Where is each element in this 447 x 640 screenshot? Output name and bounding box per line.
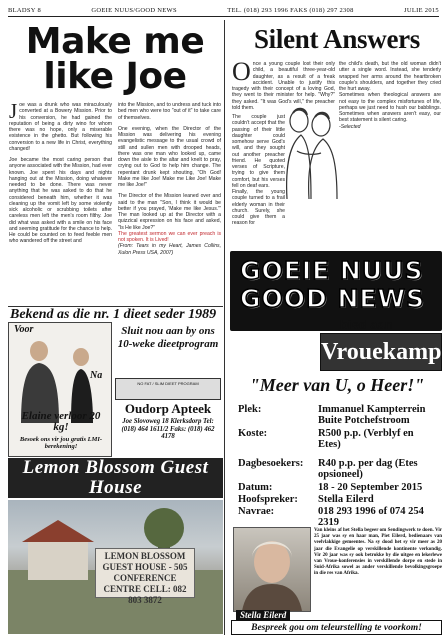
article-title-silent-answers: Silent Answers (253, 24, 421, 54)
article-column-2 (118, 102, 221, 256)
article-paragraph: The Director of the Mission leaned over and said to the man "Son, I think it would be better if you prayed, 'Make me like Jesus.'" The man looked up at the Director with a quizzical expression on his face and asked, "Is He like Joe?" (118, 193, 221, 231)
speaker-bio: Van kleins af het Stella begeer om Sendingwerk te doen. Vir 25 jaar was sy en haar man, Piet Eilerd, bedienaars van veelvlakkige gemeentes. Na sy dood het sy vir meer as 20 jaar die Evangelie op verskillende kontinente verkondig. Vir 20 jaar was sy ook betrokke by die uitgee en lekerlewe van Vroue-konferensies in verskillende dorpe en stede in Suid-Afrika sowel as ander verskillende bevolkingsgroepe in die res van Afrika. (314, 528, 442, 577)
drop-cap: J (9, 99, 18, 123)
info-value: Stella Eilerd (318, 494, 374, 505)
article-paragraph: nce a young couple lost their only child, a beautiful three-year-old daughter, as a result of a freak accident. Unable to justify this tragedy with their concept of a loving God, they went to their minister for help. "Why?" they asked. "It was God's will," the preacher told them. (232, 61, 335, 111)
event-info-row (238, 482, 438, 493)
logo-line-2: GOOD NEWS (240, 284, 426, 313)
info-value: 18 - 20 September 2015 (318, 482, 423, 493)
testimonial: Elaine verloor 20 kg! (21, 410, 101, 433)
guest-house-title: Lemon Blossom Guest House (22, 457, 209, 498)
event-theme: "Meer van U, o Heer!" (249, 375, 425, 395)
event-title-vrouekamp: Vrouekamp (320, 333, 442, 371)
info-key: Navrae: (238, 506, 275, 517)
info-value: 018 293 1996 of 074 254 2319 (318, 506, 424, 528)
article-source: (From: Tears in my Heart, James Collins, Xulon Press USA, 2007) (118, 243, 221, 256)
page-header (8, 5, 439, 17)
event-info-row (238, 428, 438, 450)
booking-banner: Bespreek gou om teleurstelling te voorkom! (231, 620, 442, 635)
event-info-row (238, 404, 438, 426)
pharmacy-name: Oudorp Apteek (124, 401, 212, 416)
diet-cta: Besoek ons vir jou gratis LMI-berekening! (19, 436, 103, 451)
article-paragraph: oe was a drunk who was miraculously converted at a Bowery Mission. Prior to his conversion, he had gained the reputation of being a dirty wino for whom there was no hope, only a miserable existence in the ghetto. But following his conversion to a new life in Christ, everything changed! (9, 102, 112, 152)
info-key: Koste: (238, 428, 268, 439)
info-key: Datum: (238, 482, 273, 493)
article-title-make-me-like-joe: Make me like Joe (25, 21, 205, 97)
article-paragraph: The couple just couldn't accept that the passing of their little daughter could somehow serve God's will, and they sought out another preacher friend. He quoted verses of Scripture, trying to give them comfort, but his verses fell on deaf ears. (232, 114, 285, 189)
pharmacy-contact: Joe Slovoweg 18 Klerksdorp Tel: (018) 464 1611/2 Faks: (018) 462 4178 (121, 418, 215, 441)
speaker-photo (233, 527, 311, 612)
diet-program-banner: NO FAT / SLIM DIEET PROGRAM (115, 378, 221, 400)
column-divider (224, 20, 225, 250)
event-info-row (238, 506, 438, 528)
article-paragraph: Sometimes when theological answers are not easy to the complex misfortunes of life, perhaps we just need to hush our babblings. Sometimes when answers aren't easy, our best statement is silent caring. (339, 92, 441, 124)
article-paragraph: into the Mission, and to undress and tuck into bed men who were too "out of it" to take care of themselves. (118, 102, 221, 121)
logo-line-1: GOEIE NUUS (240, 256, 424, 285)
praying-couple-illustration (275, 103, 347, 201)
portrait-icon (234, 528, 310, 611)
event-info-row (238, 494, 438, 505)
issue-date: JULIE 2015 (404, 7, 439, 14)
pull-quote: The greatest sermon we can ever preach is not spoken. It is Lived! (118, 230, 221, 243)
diet-advert-title: Bekend as die nr. 1 dieet seder 1989 (8, 306, 223, 322)
page-number: BLADSY 8 (8, 7, 42, 14)
article-column-1 (9, 99, 112, 245)
column-divider-lower (224, 250, 225, 635)
bied-aan-label: bied aan (340, 317, 393, 332)
info-value: Immanuel Kampterrein Buite Potchefstroom (318, 404, 426, 426)
publication-name: GOEIE NUUS/GOOD NEWS (91, 7, 177, 14)
drop-cap: O (232, 57, 251, 86)
info-key: Dagbesoekers: (238, 458, 304, 469)
goeie-nuus-logo (230, 251, 442, 331)
info-key: Plek: (238, 404, 262, 415)
speaker-name: Stella Eilerd (236, 610, 290, 620)
article2-column-2 (339, 61, 441, 130)
contact-line: TEL. (018) 293 1996 FAKS (018) 297 2308 (227, 7, 354, 14)
info-key: Hoofspreker: (238, 494, 298, 505)
event-info-row (238, 458, 438, 480)
article-credit: -Selected (339, 123, 361, 130)
article-paragraph: Finally, the young couple turned to a frail elderly woman in their church. Surely, she could give them a reason for (232, 189, 285, 227)
guest-house-header (8, 458, 223, 498)
guest-house-sign: LEMON BLOSSOM GUEST HOUSE - 505 CONFERENCE CENTRE CELL: 082 803 3872 (95, 548, 195, 598)
info-value: R40 p.p. per dag (Etes opsioneel) (318, 458, 418, 480)
info-value: R500 p.p. (Verblyf en Etes) (318, 428, 414, 450)
article-paragraph: Joe became the most caring person that anyone associated with the Mission, had ever known. Joe spent his days and nights hanging out at the Mission, doing whatever needed to be done. There was never anything that he was asked to do that he considered beneath him, whether it was cleaning up the vomit left by some violently sick alcoholic or scrubbing toilets after careless men left the men's room filthy. Joe did what was asked with a smile on his face and seeming gratitude for the chance to help. He could be counted on to feed feeble men who wandered off the street and (9, 157, 112, 245)
before-label: Voor (14, 324, 34, 335)
after-label: Na (90, 370, 103, 381)
article-paragraph: One evening, when the Director of the Mission was delivering his evening evangelistic message to the usual crowd of still and sullen men with drooped heads, there was one man who looked up, came down the aisle to the altar and knelt to pray, crying out to God to help him change. The repentant drunk kept shouting, "Oh God! Make me like Joe! Make me Like Joe! Make me like Joe!" (118, 125, 221, 188)
article-paragraph: the child's death, but the old woman didn't utter a single word. Instead, she tenderly wrapped her arms around the heartbroken couple's shoulders, and together they cried the hurt away. (339, 61, 441, 92)
diet-program-text: Sluit nou aan by ons 10-weke dieetprogram (117, 325, 219, 350)
